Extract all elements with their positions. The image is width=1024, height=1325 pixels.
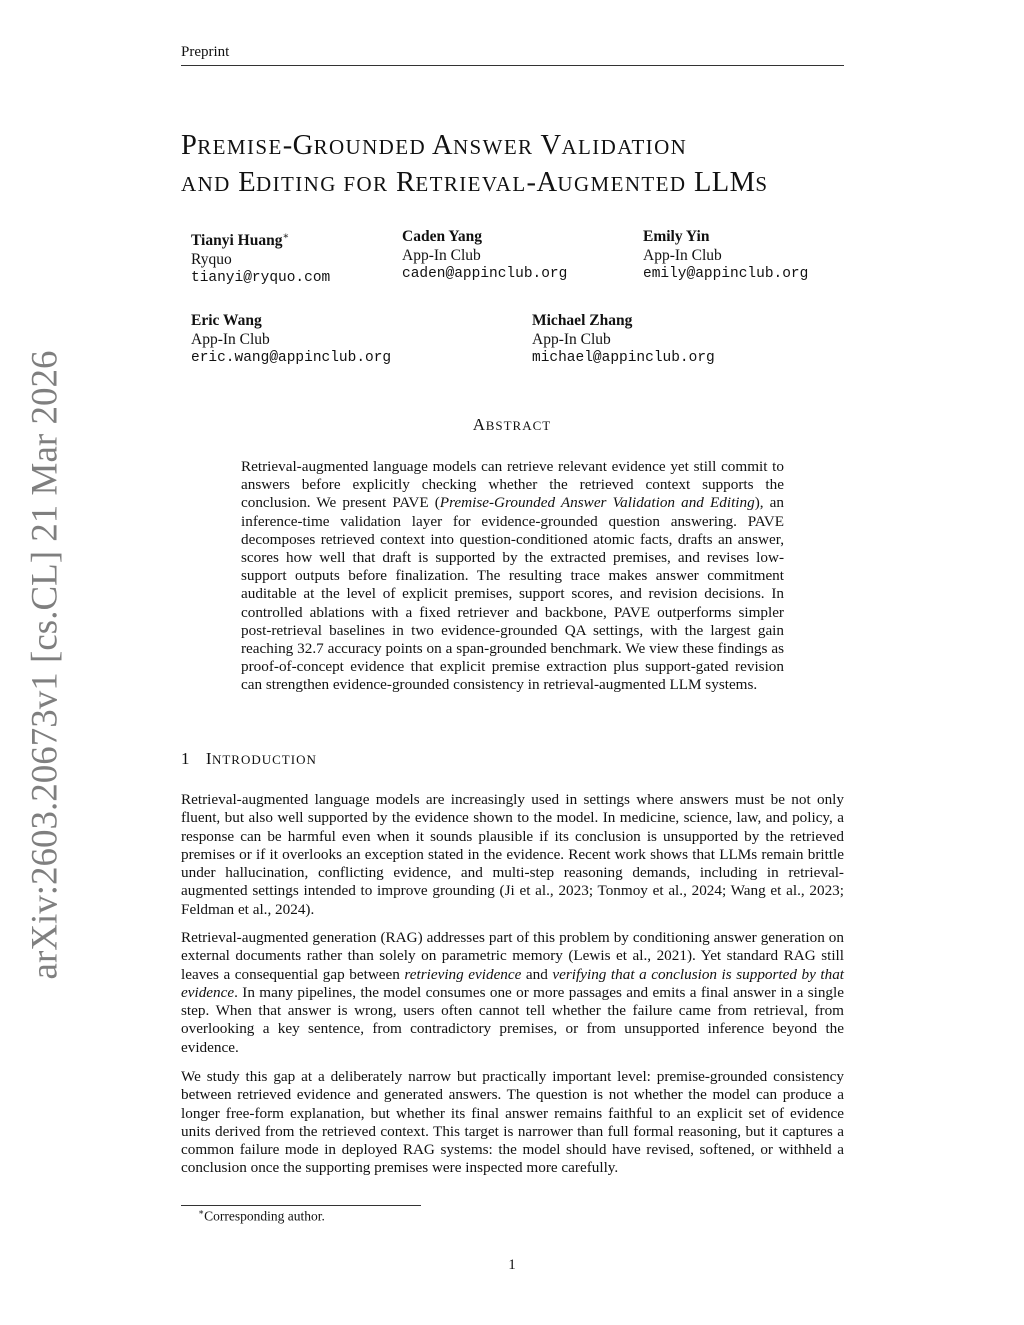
author-affiliation: App-In Club	[402, 246, 481, 264]
author-block	[402, 228, 567, 284]
page-number: 1	[508, 1257, 516, 1273]
intro-paragraph-1: Retrieval-augmented language models are increasingly used in settings where answers must be not only fluent, but also well supported by the evidence shown to the model. In medicine, science, law, and policy, a response can be harmful even when it sounds plausible if its conclusion is unsupported by the retrieved premises or if it overlooks an exception stated in the evidence. Recent work shows that LLMs remain brittle under hallucination, conflicting evidence, and multi-step reasoning demands, including in retrieval-augmented settings intended to improve grounding (Ji et al., 2023; Tonmoy et al., 2024; Wang et al., 2023; Feldman et al., 2024).	[181, 791, 844, 918]
author-email: michael@appinclub.org	[532, 350, 715, 366]
section-heading-introduction: 1 INTRODUCTION	[181, 749, 317, 768]
running-header: Preprint	[181, 44, 230, 60]
intro-paragraph-2: Retrieval-augmented generation (RAG) addresses part of this problem by conditioning answer generation on external documents rather than solely on parametric memory (Lewis et al., 2021). Yet standard RAG still leaves a consequential gap between retrieving evidence and verifying that a conclusion is supported by that evidence. In many pipelines, the model consumes one or more passages and emits a final answer in a single step. When that answer is wrong, users often cannot tell whether the failure came from retrieval, from overlooking a key sentence, from contradictory premises, or from unsupported inference beyond the evidence.	[181, 929, 845, 1056]
author-name: Emily Yin	[643, 228, 710, 245]
title-line-2: AND EDITING FOR RETRIEVAL-AUGMENTED LLMS	[181, 167, 769, 198]
footnote: ∗Corresponding author.	[198, 1207, 325, 1224]
paper-title	[181, 128, 861, 202]
abstract-heading: ABSTRACT	[472, 415, 552, 434]
author-affiliation: App-In Club	[643, 246, 722, 264]
footnote-rule	[181, 1205, 421, 1206]
author-email: caden@appinclub.org	[402, 266, 568, 282]
author-block	[643, 228, 808, 284]
author-email: emily@appinclub.org	[643, 266, 809, 282]
author-affiliation: Ryquo	[191, 250, 232, 268]
author-block	[191, 312, 391, 368]
author-name: Eric Wang	[191, 312, 262, 329]
author-affiliation: App-In Club	[191, 330, 270, 348]
corresponding-author-mark: ∗	[282, 231, 290, 242]
title-line-1: PREMISE-GROUNDED ANSWER VALIDATION	[181, 130, 688, 161]
author-email: eric.wang@appinclub.org	[191, 350, 392, 366]
author-name: Caden Yang	[402, 228, 482, 245]
intro-paragraph-3: We study this gap at a deliberately narrow but practically important level: premise-grounded consistency between retrieved evidence and generated answers. The question is not whether the model can produce a longer free-form explanation, but whether its final answer remains faithful to an explicit set of evidence units derived from the retrieved context. This target is narrower than full formal reasoning, but it captures a common failure mode in deployed RAG systems: the model should have revised, softened, or withheld a conclusion once the supporting premises were inspected more carefully.	[181, 1068, 844, 1177]
author-name: Michael Zhang	[532, 312, 633, 329]
author-name: Tianyi Huang∗	[191, 231, 290, 250]
header-rule	[181, 65, 844, 66]
section-number: 1	[181, 749, 190, 768]
abstract-text: Retrieval-augmented language models can retrieve relevant evidence yet still commit to answers before explicitly checking whether the retrieved context supports the conclusion. We present PAVE (Premise-Grounded Answer Validation and Editing), an inference-time validation layer for evidence-grounded question answering. PAVE decomposes retrieved context into question-conditioned atomic facts, drafts an answer, scores how well that draft is supported by the extracted premises, and revises low-support outputs before finalization. The resulting trace makes answer commitment auditable at the level of explicit premises, support scores, and revision decisions. In controlled ablations with a fixed retriever and backbone, PAVE outperforms simpler post-retrieval baselines in two evidence-grounded QA settings, with the largest gain reaching 32.7 accuracy points on a span-grounded benchmark. We view these findings as proof-of-concept evidence that explicit premise extraction plus support-gated revision can strengthen evidence-grounded consistency in retrieval-augmented LLM systems.	[241, 458, 784, 694]
arxiv-identifier-stamp: arXiv:2603.20673v1 [cs.CL] 21 Mar 2026	[24, 350, 66, 980]
author-email: tianyi@ryquo.com	[191, 270, 331, 287]
author-block	[532, 312, 715, 368]
author-block	[191, 228, 330, 288]
author-affiliation: App-In Club	[532, 330, 611, 348]
